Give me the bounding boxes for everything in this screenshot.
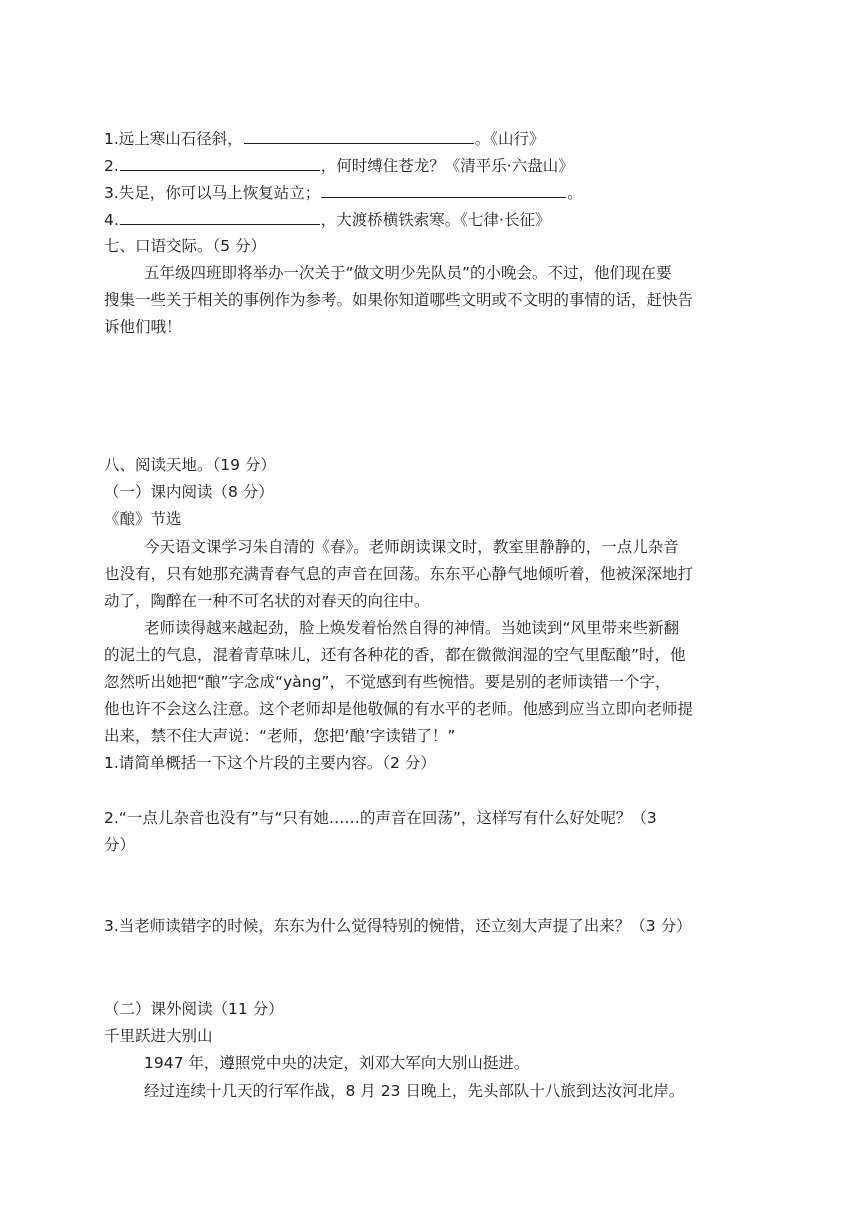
part2-title: 千里跃进大别山: [104, 1027, 213, 1045]
part1-question-2-line: 2.“一点儿杂音也没有”与“只有她……的声音在回荡”，这样写有什么好处呢？（3: [104, 809, 657, 827]
part2-heading: （二）课外阅读（11 分）: [104, 1000, 284, 1018]
part1-para2-line: 出来，禁不住大声说：“老师，您把‘酿’字读错了！”: [104, 727, 456, 745]
part2-para2: 经过连续十几天的行军作战，8 月 23 日晚上，先头部队十八旅到达汝河北岸。: [144, 1082, 685, 1100]
answer-blank[interactable]: [120, 207, 320, 225]
part1-para1-line: 今天语文课学习朱自清的《春》。老师朗读课文时，教室里静静的，一点儿杂音: [144, 538, 679, 556]
fill-in-question-3: [104, 180, 583, 204]
part1-question-1: 1.请简单概括一下这个片段的主要内容。（2 分）: [104, 754, 436, 772]
part1-para2-line: 的泥土的气息，混着青草味儿，还有各种花的香，都在微微润湿的空气里酝酿”时，他: [104, 646, 686, 664]
fill-in-question-2: [104, 153, 574, 177]
part1-para2-line: 忽然听出她把“酿”字念成“yàng”，不觉感到有些惋惜。要是别的老师读错一个字，: [104, 673, 671, 691]
q1-prefix: 1.远上寒山石径斜，: [104, 130, 243, 148]
section7-para-line: 诉他们哦！: [104, 318, 182, 336]
q2-suffix: ，何时缚住苍龙？《清平乐·六盘山》: [320, 157, 574, 175]
section7-heading: 七、口语交际。（5 分）: [104, 237, 267, 255]
part1-para1-line: 也没有，只有她那充满青春气息的声音在回荡。东东平心静气地倾听着，他被深深地打: [104, 565, 694, 583]
part1-question-3: 3.当老师读错字的时候，东东为什么觉得特别的惋惜，还立刻大声提了出来？（3 分）: [104, 917, 692, 935]
part1-heading: （一）课内阅读（8 分）: [104, 483, 274, 501]
part1-question-2-line: 分）: [104, 836, 136, 854]
section7-para-line: 搜集一些关于相关的事例作为参考。如果你知道哪些文明或不文明的事情的话，赶快告: [104, 291, 694, 309]
q4-suffix: ，大渡桥横铁索寒。《七律·长征》: [320, 211, 551, 229]
q2-prefix: 2.: [104, 157, 119, 175]
q1-suffix: 。《山行》: [474, 130, 545, 148]
answer-blank[interactable]: [120, 153, 320, 171]
answer-blank[interactable]: [321, 180, 566, 198]
section8-heading: 八、阅读天地。（19 分）: [104, 456, 276, 474]
part1-para2-line: 老师读得越来越起劲，脸上焕发着怡然自得的神情。当她读到“风里带来些新翻: [144, 619, 680, 637]
part1-para1-line: 动了，陶醉在一种不可名状的对春天的向往中。: [104, 592, 430, 610]
part1-title: 《酿》节选: [104, 510, 182, 528]
q3-suffix: 。: [567, 184, 583, 202]
q4-prefix: 4.: [104, 211, 119, 229]
q3-prefix: 3.失足，你可以马上恢复站立；: [104, 184, 321, 202]
fill-in-question-1: [104, 126, 545, 150]
fill-in-question-4: [104, 207, 550, 231]
answer-blank[interactable]: [244, 126, 474, 144]
section7-para-line: 五年级四班即将举办一次关于“做文明少先队员”的小晚会。不过，他们现在要: [144, 264, 672, 282]
part2-para1: 1947 年，遵照党中央的决定，刘邓大军向大别山挺进。: [144, 1054, 530, 1072]
part1-para2-line: 他也许不会这么注意。这个老师却是他敬佩的有水平的老师。他感到应当立即向老师提: [104, 700, 694, 718]
